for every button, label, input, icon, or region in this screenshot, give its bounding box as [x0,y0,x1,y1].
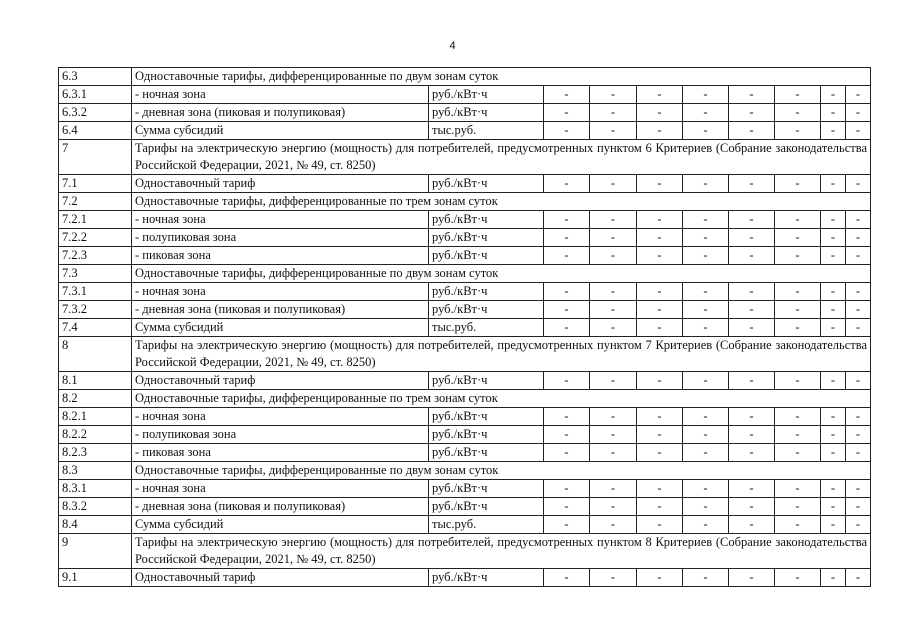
row-value: - [590,498,637,516]
row-unit: руб./кВт·ч [429,175,544,193]
row-unit: руб./кВт·ч [429,408,544,426]
row-value: - [821,301,846,319]
row-value: - [729,175,775,193]
table-row [59,140,871,175]
tariff-table [58,67,871,587]
table-row [59,390,871,408]
row-description: - пиковая зона [132,444,429,462]
row-value: - [590,569,637,587]
row-value: - [729,372,775,390]
row-value: - [590,283,637,301]
row-value: - [637,104,683,122]
row-number: 7.3.2 [59,301,132,319]
row-value: - [729,301,775,319]
row-value: - [683,229,729,247]
row-value: - [683,516,729,534]
row-value: - [637,408,683,426]
row-unit: тыс.руб. [429,516,544,534]
row-unit: руб./кВт·ч [429,372,544,390]
table-row [59,247,871,265]
row-number: 7.3.1 [59,283,132,301]
row-value: - [846,426,871,444]
row-value: - [821,104,846,122]
row-number: 8 [59,337,132,372]
row-value: - [821,444,846,462]
row-unit: руб./кВт·ч [429,104,544,122]
row-value: - [544,175,590,193]
row-value: - [775,372,821,390]
row-value: - [846,122,871,140]
row-value: - [775,301,821,319]
row-value: - [683,444,729,462]
row-number: 8.4 [59,516,132,534]
row-value: - [637,247,683,265]
row-value: - [683,480,729,498]
row-value: - [590,104,637,122]
row-unit: руб./кВт·ч [429,211,544,229]
row-value: - [590,408,637,426]
row-unit: тыс.руб. [429,122,544,140]
row-value: - [846,86,871,104]
row-number: 8.2.2 [59,426,132,444]
row-value: - [637,444,683,462]
row-value: - [590,516,637,534]
table-row [59,211,871,229]
row-description: Одноставочный тариф [132,372,429,390]
row-number: 8.3.1 [59,480,132,498]
row-number: 6.3 [59,68,132,86]
row-value: - [590,229,637,247]
row-value: - [729,426,775,444]
row-number: 9 [59,534,132,569]
row-value: - [846,283,871,301]
table-row [59,265,871,283]
section-title: Тарифы на электрическую энергию (мощность) для потребителей, предусмотренных пунктом 6 Критериев (Собрание законодательства Российской Федерации, 2021, № 49, ст. 8250) [132,140,871,175]
row-value: - [544,319,590,337]
row-value: - [821,283,846,301]
row-description: - ночная зона [132,480,429,498]
row-unit: руб./кВт·ч [429,498,544,516]
section-title: Тарифы на электрическую энергию (мощность) для потребителей, предусмотренных пунктом 7 Критериев (Собрание законодательства Российской Федерации, 2021, № 49, ст. 8250) [132,337,871,372]
row-number: 7.2.2 [59,229,132,247]
row-value: - [775,569,821,587]
table-row [59,68,871,86]
row-description: Сумма субсидий [132,122,429,140]
row-value: - [683,426,729,444]
row-unit: руб./кВт·ч [429,426,544,444]
row-value: - [637,516,683,534]
row-number: 8.2 [59,390,132,408]
row-number: 6.4 [59,122,132,140]
row-value: - [775,498,821,516]
row-value: - [637,319,683,337]
table-row [59,122,871,140]
row-value: - [683,175,729,193]
table-row [59,516,871,534]
row-value: - [683,319,729,337]
row-description: - дневная зона (пиковая и полупиковая) [132,104,429,122]
row-number: 7.2.1 [59,211,132,229]
row-unit: руб./кВт·ч [429,480,544,498]
row-value: - [846,301,871,319]
row-value: - [544,569,590,587]
table-row [59,104,871,122]
row-value: - [821,211,846,229]
row-value: - [683,372,729,390]
row-value: - [846,480,871,498]
row-value: - [729,319,775,337]
table-row [59,175,871,193]
row-description: - полупиковая зона [132,426,429,444]
row-number: 7.2.3 [59,247,132,265]
table-row [59,569,871,587]
row-description: Сумма субсидий [132,319,429,337]
row-value: - [637,301,683,319]
row-value: - [683,122,729,140]
table-row [59,229,871,247]
row-value: - [637,122,683,140]
row-number: 7.2 [59,193,132,211]
row-value: - [544,372,590,390]
row-value: - [544,408,590,426]
row-value: - [821,175,846,193]
table-row [59,337,871,372]
row-value: - [544,247,590,265]
row-value: - [590,301,637,319]
row-value: - [590,372,637,390]
row-number: 7 [59,140,132,175]
row-unit: руб./кВт·ч [429,229,544,247]
row-value: - [590,122,637,140]
row-value: - [846,444,871,462]
row-description: - дневная зона (пиковая и полупиковая) [132,498,429,516]
row-value: - [544,426,590,444]
row-value: - [590,247,637,265]
row-value: - [544,122,590,140]
table-row [59,444,871,462]
row-value: - [683,211,729,229]
row-value: - [846,372,871,390]
row-value: - [821,498,846,516]
row-value: - [544,229,590,247]
table-row [59,372,871,390]
row-value: - [846,247,871,265]
row-value: - [544,301,590,319]
table-row [59,408,871,426]
row-value: - [637,498,683,516]
table-row [59,534,871,569]
row-value: - [729,444,775,462]
row-value: - [821,86,846,104]
row-value: - [775,229,821,247]
row-description: - пиковая зона [132,247,429,265]
row-value: - [729,283,775,301]
row-value: - [821,408,846,426]
row-value: - [729,516,775,534]
row-value: - [683,283,729,301]
row-value: - [775,319,821,337]
row-number: 9.1 [59,569,132,587]
row-unit: тыс.руб. [429,319,544,337]
row-value: - [683,569,729,587]
group-title: Одноставочные тарифы, дифференцированные по двум зонам суток [132,462,871,480]
tariff-table-body [59,68,871,587]
row-number: 6.3.1 [59,86,132,104]
row-number: 8.3 [59,462,132,480]
table-row [59,426,871,444]
section-title: Тарифы на электрическую энергию (мощность) для потребителей, предусмотренных пунктом 8 Критериев (Собрание законодательства Российской Федерации, 2021, № 49, ст. 8250) [132,534,871,569]
row-value: - [821,229,846,247]
table-row [59,462,871,480]
table-row [59,301,871,319]
row-number: 7.4 [59,319,132,337]
row-value: - [821,426,846,444]
table-row [59,319,871,337]
row-value: - [729,122,775,140]
row-value: - [775,211,821,229]
row-value: - [846,211,871,229]
table-row [59,283,871,301]
row-unit: руб./кВт·ч [429,283,544,301]
row-value: - [729,498,775,516]
row-value: - [775,516,821,534]
row-value: - [683,301,729,319]
row-description: - дневная зона (пиковая и полупиковая) [132,301,429,319]
row-number: 8.3.2 [59,498,132,516]
row-unit: руб./кВт·ч [429,569,544,587]
row-value: - [729,104,775,122]
row-value: - [846,175,871,193]
row-value: - [637,569,683,587]
row-description: Одноставочный тариф [132,569,429,587]
row-value: - [775,444,821,462]
row-description: Одноставочный тариф [132,175,429,193]
row-value: - [775,104,821,122]
row-value: - [775,122,821,140]
row-number: 7.3 [59,265,132,283]
table-row [59,193,871,211]
row-value: - [683,247,729,265]
row-value: - [590,444,637,462]
row-value: - [821,247,846,265]
row-description: - ночная зона [132,283,429,301]
row-value: - [544,104,590,122]
row-value: - [846,516,871,534]
row-value: - [846,498,871,516]
row-number: 8.2.3 [59,444,132,462]
row-value: - [821,480,846,498]
row-description: - ночная зона [132,211,429,229]
row-value: - [590,211,637,229]
row-value: - [544,444,590,462]
row-value: - [590,175,637,193]
row-value: - [821,372,846,390]
row-value: - [637,229,683,247]
row-value: - [821,516,846,534]
row-value: - [637,86,683,104]
row-value: - [729,211,775,229]
row-unit: руб./кВт·ч [429,301,544,319]
row-value: - [775,283,821,301]
table-row [59,498,871,516]
row-value: - [683,86,729,104]
row-value: - [846,319,871,337]
row-value: - [846,229,871,247]
row-value: - [637,426,683,444]
row-value: - [846,408,871,426]
row-value: - [729,569,775,587]
row-value: - [775,247,821,265]
row-number: 8.2.1 [59,408,132,426]
group-title: Одноставочные тарифы, дифференцированные по двум зонам суток [132,68,871,86]
row-value: - [683,104,729,122]
row-value: - [637,372,683,390]
row-unit: руб./кВт·ч [429,247,544,265]
row-value: - [729,86,775,104]
group-title: Одноставочные тарифы, дифференцированные по двум зонам суток [132,265,871,283]
row-value: - [544,480,590,498]
row-value: - [729,480,775,498]
table-row [59,86,871,104]
row-value: - [821,569,846,587]
row-value: - [821,319,846,337]
row-value: - [637,211,683,229]
row-value: - [775,86,821,104]
row-value: - [775,480,821,498]
row-number: 7.1 [59,175,132,193]
row-value: - [775,426,821,444]
row-description: Сумма субсидий [132,516,429,534]
row-description: - полупиковая зона [132,229,429,247]
row-value: - [775,408,821,426]
row-value: - [729,247,775,265]
row-value: - [775,175,821,193]
row-value: - [544,211,590,229]
row-number: 8.1 [59,372,132,390]
row-value: - [846,569,871,587]
row-value: - [590,86,637,104]
row-value: - [544,498,590,516]
row-unit: руб./кВт·ч [429,86,544,104]
row-value: - [637,175,683,193]
row-value: - [590,480,637,498]
row-value: - [637,480,683,498]
group-title: Одноставочные тарифы, дифференцированные по трем зонам суток [132,390,871,408]
row-number: 6.3.2 [59,104,132,122]
row-value: - [590,426,637,444]
row-value: - [544,516,590,534]
row-value: - [729,408,775,426]
row-value: - [590,319,637,337]
row-value: - [544,86,590,104]
row-value: - [846,104,871,122]
row-unit: руб./кВт·ч [429,444,544,462]
row-value: - [729,229,775,247]
row-value: - [821,122,846,140]
table-row [59,480,871,498]
row-description: - ночная зона [132,408,429,426]
row-description: - ночная зона [132,86,429,104]
row-value: - [544,283,590,301]
row-value: - [637,283,683,301]
page-number: 4 [449,40,456,52]
group-title: Одноставочные тарифы, дифференцированные по трем зонам суток [132,193,871,211]
row-value: - [683,498,729,516]
row-value: - [683,408,729,426]
